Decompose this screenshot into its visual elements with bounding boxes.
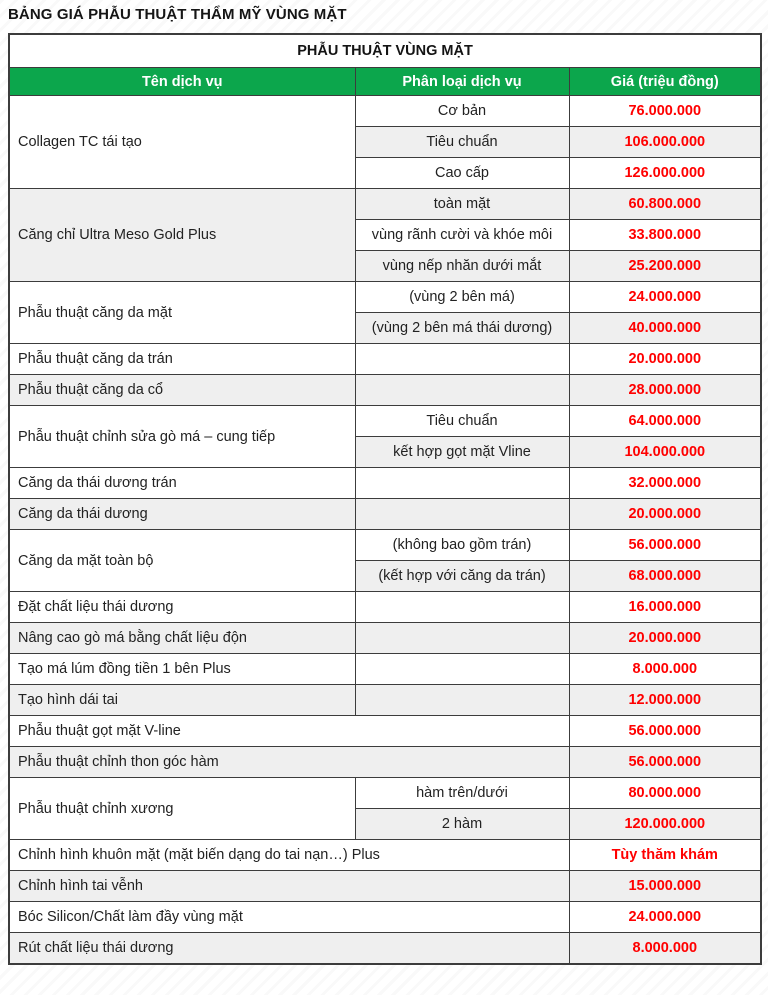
price-cell: 32.000.000 (569, 468, 761, 499)
column-header-row (9, 68, 761, 96)
table-row (9, 96, 761, 127)
table-row (9, 933, 761, 965)
variant-cell (355, 654, 569, 685)
price-cell: 56.000.000 (569, 747, 761, 778)
table-title: PHẪU THUẬT VÙNG MẶT (9, 34, 761, 68)
price-cell: 76.000.000 (569, 96, 761, 127)
table-row (9, 902, 761, 933)
service-cell: Bóc Silicon/Chất làm đầy vùng mặt (9, 902, 569, 933)
table-row (9, 716, 761, 747)
table-row (9, 623, 761, 654)
price-cell: 20.000.000 (569, 623, 761, 654)
table-row (9, 344, 761, 375)
variant-cell: kết hợp gọt mặt Vline (355, 437, 569, 468)
price-cell: 8.000.000 (569, 933, 761, 965)
service-cell: Phẫu thuật căng da mặt (9, 282, 355, 344)
service-cell: Phẫu thuật căng da trán (9, 344, 355, 375)
table-row (9, 654, 761, 685)
variant-cell: (vùng 2 bên má thái dương) (355, 313, 569, 344)
table-row (9, 592, 761, 623)
price-cell: 126.000.000 (569, 158, 761, 189)
column-header-price: Giá (triệu đồng) (569, 68, 761, 96)
service-cell: Chỉnh hình tai vễnh (9, 871, 569, 902)
variant-cell (355, 468, 569, 499)
table-row (9, 871, 761, 902)
table-row (9, 499, 761, 530)
table-row (9, 189, 761, 220)
service-cell: Phẫu thuật căng da cổ (9, 375, 355, 406)
table-row (9, 747, 761, 778)
price-cell: 24.000.000 (569, 282, 761, 313)
table-row (9, 406, 761, 437)
service-cell: Phẫu thuật chỉnh xương (9, 778, 355, 840)
variant-cell (355, 375, 569, 406)
variant-cell: vùng rãnh cười và khóe môi (355, 220, 569, 251)
variant-cell (355, 592, 569, 623)
price-cell: 33.800.000 (569, 220, 761, 251)
variant-cell: hàm trên/dưới (355, 778, 569, 809)
table-row (9, 840, 761, 871)
price-cell: 20.000.000 (569, 499, 761, 530)
service-cell: Tạo hình dái tai (9, 685, 355, 716)
price-cell: 15.000.000 (569, 871, 761, 902)
column-header-service: Tên dịch vụ (9, 68, 355, 96)
service-cell: Phẫu thuật chỉnh sửa gò má – cung tiếp (9, 406, 355, 468)
variant-cell (355, 623, 569, 654)
price-cell: 68.000.000 (569, 561, 761, 592)
service-cell: Đặt chất liệu thái dương (9, 592, 355, 623)
variant-cell: Cơ bản (355, 96, 569, 127)
price-cell: 64.000.000 (569, 406, 761, 437)
service-cell: Tạo má lúm đồng tiền 1 bên Plus (9, 654, 355, 685)
price-table (8, 33, 762, 965)
price-cell: 106.000.000 (569, 127, 761, 158)
price-cell: 16.000.000 (569, 592, 761, 623)
variant-cell: Tiêu chuẩn (355, 406, 569, 437)
price-cell: 104.000.000 (569, 437, 761, 468)
variant-cell (355, 499, 569, 530)
table-row (9, 375, 761, 406)
table-row (9, 530, 761, 561)
variant-cell: (vùng 2 bên má) (355, 282, 569, 313)
page-title: BẢNG GIÁ PHẪU THUẬT THẨM MỸ VÙNG MẶT (8, 6, 347, 23)
price-cell: 56.000.000 (569, 530, 761, 561)
table-row (9, 778, 761, 809)
variant-cell: 2 hàm (355, 809, 569, 840)
price-cell: 60.800.000 (569, 189, 761, 220)
variant-cell: Cao cấp (355, 158, 569, 189)
price-cell: 25.200.000 (569, 251, 761, 282)
variant-cell: vùng nếp nhăn dưới mắt (355, 251, 569, 282)
variant-cell (355, 344, 569, 375)
price-cell: 12.000.000 (569, 685, 761, 716)
service-cell: Rút chất liệu thái dương (9, 933, 569, 965)
price-cell: 28.000.000 (569, 375, 761, 406)
price-cell: 40.000.000 (569, 313, 761, 344)
service-cell: Chỉnh hình khuôn mặt (mặt biến dạng do tai nạn…) Plus (9, 840, 569, 871)
variant-cell: (không bao gồm trán) (355, 530, 569, 561)
price-cell: 56.000.000 (569, 716, 761, 747)
service-cell: Phẫu thuật chỉnh thon góc hàm (9, 747, 569, 778)
service-cell: Căng da thái dương (9, 499, 355, 530)
table-row (9, 282, 761, 313)
variant-cell: Tiêu chuẩn (355, 127, 569, 158)
variant-cell: (kết hợp với căng da trán) (355, 561, 569, 592)
table-row (9, 685, 761, 716)
service-cell: Căng chỉ Ultra Meso Gold Plus (9, 189, 355, 282)
service-cell: Collagen TC tái tạo (9, 96, 355, 189)
service-cell: Phẫu thuật gọt mặt V-line (9, 716, 569, 747)
price-cell: Tùy thăm khám (569, 840, 761, 871)
price-table-body (9, 96, 761, 965)
price-cell: 120.000.000 (569, 809, 761, 840)
service-cell: Nâng cao gò má bằng chất liệu độn (9, 623, 355, 654)
service-cell: Căng da thái dương trán (9, 468, 355, 499)
variant-cell (355, 685, 569, 716)
price-cell: 8.000.000 (569, 654, 761, 685)
service-cell: Căng da mặt toàn bộ (9, 530, 355, 592)
price-cell: 20.000.000 (569, 344, 761, 375)
column-header-variant: Phân loại dịch vụ (355, 68, 569, 96)
variant-cell: toàn mặt (355, 189, 569, 220)
table-row (9, 468, 761, 499)
price-cell: 24.000.000 (569, 902, 761, 933)
table-title-row (9, 34, 761, 68)
price-cell: 80.000.000 (569, 778, 761, 809)
